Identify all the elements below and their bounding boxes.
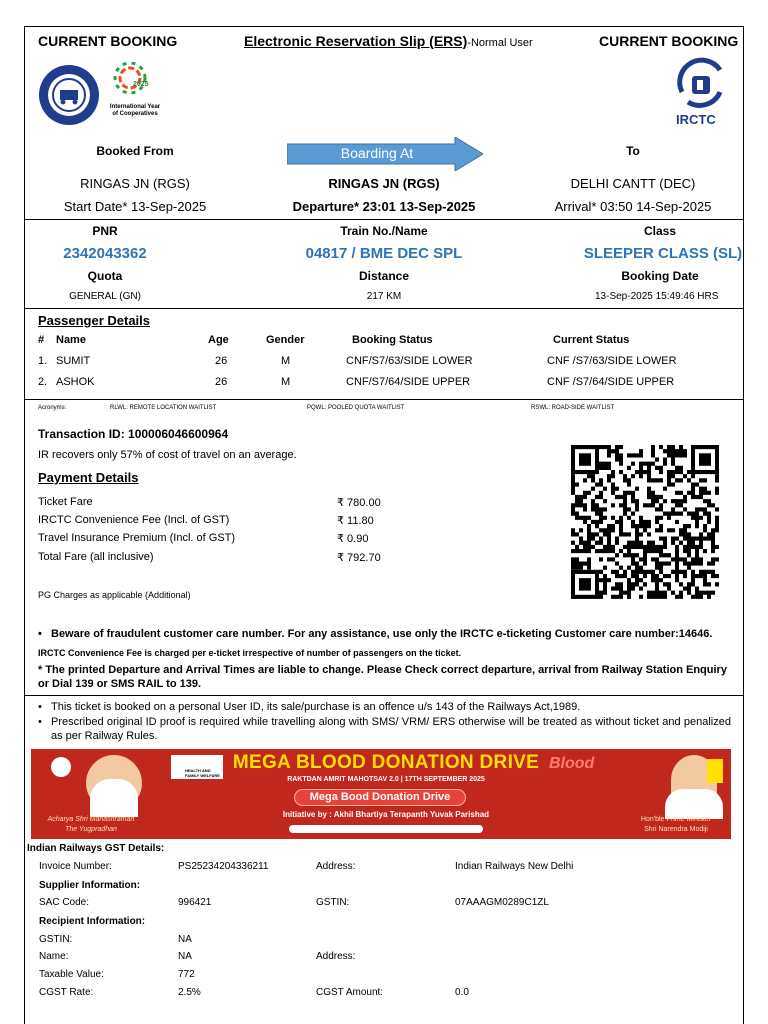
irctc-logo: IRCTC — [670, 56, 732, 130]
current-booking-right: CURRENT BOOKING — [599, 33, 739, 49]
arrival: Arrival* 03:50 14-Sep-2025 — [554, 199, 712, 214]
divider — [24, 695, 744, 696]
col-no: # — [38, 334, 45, 346]
col-age: Age — [208, 334, 229, 346]
acronym-pqwl: PQWL: POOLED QUOTA WAITLIST — [307, 405, 405, 411]
col-gender: Gender — [266, 334, 305, 346]
supplier-gstin-label: GSTIN: — [316, 897, 350, 908]
fraud-notice: • Beware of fraudulent customer care number. For any assistance, use only the IRCTC e-ticketing Customer care number:14646. — [51, 628, 712, 640]
taxable-value-label: Taxable Value: — [39, 969, 104, 980]
transaction-id: Transaction ID: 100006046600964 — [38, 427, 229, 441]
to-station: DELHI CANTT (DEC) — [570, 176, 696, 191]
id-proof-notice: • Prescribed original ID proof is required while travelling along with SMS/ VRM/ ERS otherwise will be treated as without ticket and penalized as per Railway Rules. — [51, 715, 731, 743]
payment-details-title: Payment Details — [38, 470, 139, 485]
printed-times-notice: * The printed Departure and Arrival Times are liable to change. Please Check correct departure, arrival from Railway Station Enquiry or Dial 139 or SMS RAIL to 139. — [38, 664, 727, 690]
qr-code — [571, 445, 719, 599]
distance-label: Distance — [358, 269, 410, 283]
recipient-gstin-value: NA — [178, 934, 192, 945]
to-label: To — [626, 144, 640, 158]
cgst-amount-value: 0.0 — [455, 987, 469, 998]
boarding-station: RINGAS JN (RGS) — [328, 176, 440, 191]
acharya-robe — [90, 779, 138, 817]
pm-attire — [665, 789, 723, 819]
banner-title: MEGA BLOOD DONATION DRIVE — [232, 752, 540, 773]
social-links-strip — [289, 825, 483, 833]
banner-pill: Mega Bood Donation Drive — [294, 789, 466, 806]
distance-value: 217 KM — [366, 291, 402, 302]
indian-railways-logo — [38, 64, 100, 126]
start-date: Start Date* 13-Sep-2025 — [63, 199, 207, 214]
pnr-value: 2342043362 — [63, 245, 147, 262]
ir-recovers-text: IR recovers only 57% of cost of travel on an average. — [38, 449, 297, 461]
sac-label: SAC Code: — [39, 897, 90, 908]
col-current-status: Current Status — [553, 334, 630, 346]
blood-logo: Blood — [549, 755, 595, 772]
recipient-address-label: Address: — [316, 951, 356, 962]
train-value: 04817 / BME DEC SPL — [305, 245, 463, 262]
supplier-gstin-value: 07AAAGM0289C1ZL — [455, 897, 549, 908]
class-value: SLEEPER CLASS (SL) — [583, 245, 743, 262]
col-booking-status: Booking Status — [352, 334, 433, 346]
divider — [24, 308, 744, 309]
acronym-rlwl: RLWL: REMOTE LOCATION WAITLIST — [110, 405, 217, 411]
personal-id-notice: • This ticket is booked on a personal User ID, its sale/purchase is an offence u/s 143 of the Railways Act,1989. — [51, 700, 731, 714]
recipient-name-value: NA — [178, 951, 192, 962]
pnr-label: PNR — [92, 224, 118, 238]
current-booking-left: CURRENT BOOKING — [38, 33, 178, 49]
gst-details-title: Indian Railways GST Details: — [27, 843, 165, 854]
emblem-icon — [51, 757, 71, 777]
sac-value: 996421 — [178, 897, 212, 908]
departure: Departure* 23:01 13-Sep-2025 — [292, 199, 476, 214]
ministry-logo: HEALTH AND FAMILY WELFARE — [171, 755, 223, 779]
cooperatives-year-logo: 2025 International Year of Cooperatives — [108, 62, 168, 124]
recipient-name-label: Name: — [39, 951, 69, 962]
passenger-details-title: Passenger Details — [38, 313, 151, 328]
recipient-gstin-label: GSTIN: — [39, 934, 73, 945]
invoice-value: PS25234204336211 — [178, 861, 269, 872]
acronym-rswl: RSWL: ROAD-SIDE WAITLIST — [531, 405, 615, 411]
supplier-info-title: Supplier Information: — [39, 880, 141, 891]
cgst-rate-label: CGST Rate: — [39, 987, 94, 998]
pg-charges-note: PG Charges as applicable (Additional) — [38, 590, 191, 600]
booking-date-label: Booking Date — [621, 269, 699, 283]
address-label: Address: — [316, 861, 356, 872]
divider — [24, 399, 744, 400]
acronyms-label: Acronyms: — [38, 405, 67, 411]
from-station: RINGAS JN (RGS) — [80, 176, 190, 191]
booked-from-label: Booked From — [96, 144, 174, 158]
train-label: Train No./Name — [340, 224, 428, 238]
emblem-badge — [707, 759, 723, 783]
quota-value: GENERAL (GN) — [69, 291, 141, 302]
recipient-info-title: Recipient Information: — [39, 916, 146, 927]
col-name: Name — [56, 334, 86, 346]
convenience-fee-notice: IRCTC Convenience Fee is charged per e-ticket irrespective of number of passengers on the ticket. — [38, 648, 462, 658]
booking-date-value: 13-Sep-2025 15:49:46 HRS — [595, 291, 719, 302]
quota-label: Quota — [87, 269, 123, 283]
cgst-rate-value: 2.5% — [178, 987, 201, 998]
ers-title: Electronic Reservation Slip (ERS)-Normal User — [244, 33, 533, 49]
taxable-value: 772 — [178, 969, 195, 980]
invoice-label: Invoice Number: — [39, 861, 112, 872]
address-value: Indian Railways New Delhi — [455, 861, 574, 872]
cgst-amount-label: CGST Amount: — [316, 987, 384, 998]
class-label: Class — [643, 224, 677, 238]
boarding-at-label: Boarding At — [340, 145, 414, 161]
banner-initiative: Initiative by : Akhil Bhartiya Terapanth Yuvak Parishad — [282, 810, 490, 819]
banner-subtitle: RAKTDAN AMRIT MAHOTSAV 2.0 | 17TH SEPTEMBER 2025 — [287, 776, 485, 783]
boarding-arrow — [287, 137, 483, 171]
blood-donation-banner[interactable]: Acharya Shri Mahashraman The Yugpradhan HEALTH AND FAMILY WELFARE MEGA BLOOD DONATION DRIVE RAKTDAN AMRIT MAHOTSAV 2.0 | 17TH SEPTEMBER 2025 Mega Bood Donation Drive Initiative by : Akhil Bhartiya Terapanth Yuvak Parishad Blood Hon'ble Prime Minister Shri Narendra Modiji — [31, 749, 731, 839]
divider — [24, 219, 744, 220]
